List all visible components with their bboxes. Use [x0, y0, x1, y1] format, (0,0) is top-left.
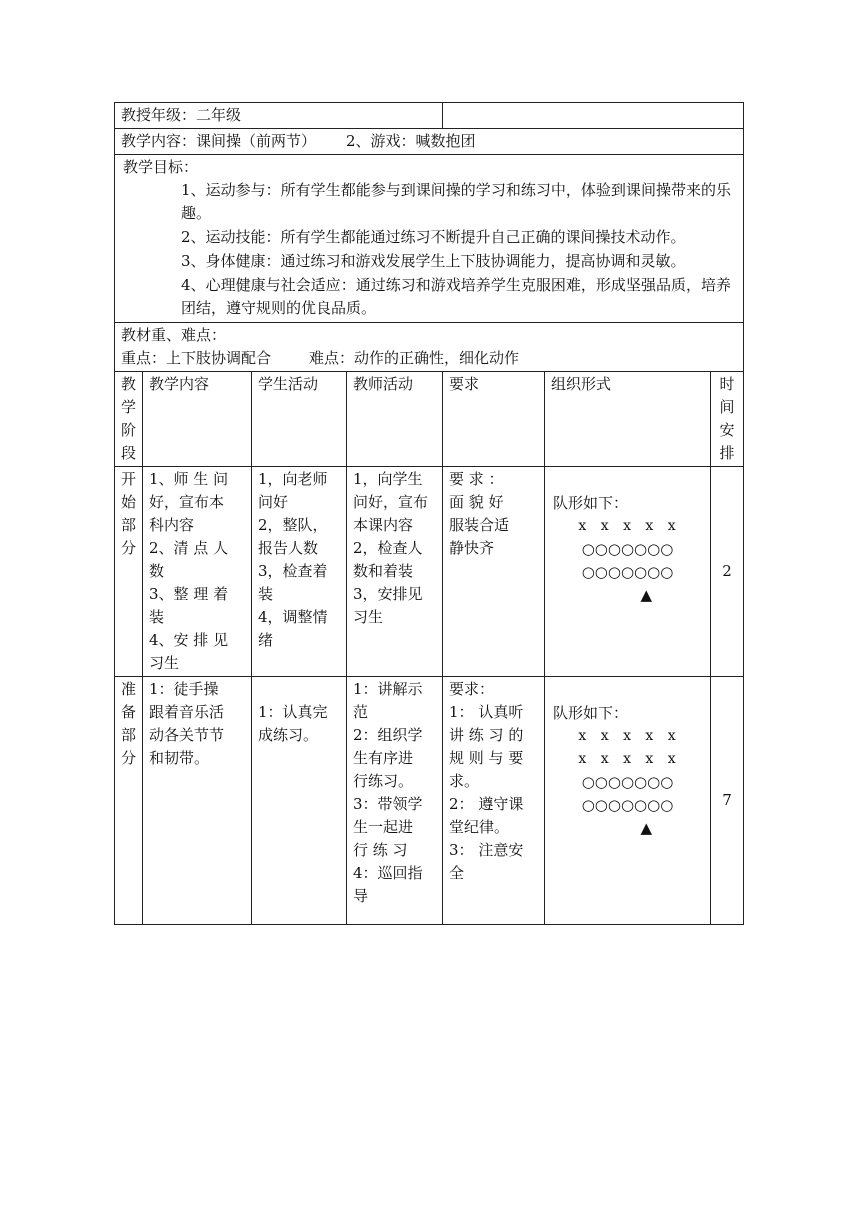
start-student: 1，向老师 问好 2，整队， 报告人数 3，检查着 装 4，调整情 绪 — [252, 467, 347, 677]
formation-x-row: x x x x x — [578, 728, 681, 744]
keypoints-row — [115, 323, 744, 372]
goal-item-1: 1、运动参与：所有学生都能参与到课间操的学习和练习中，体验到课间操带来的乐趣。 — [181, 181, 732, 222]
start-formation — [545, 467, 711, 677]
goals-row — [115, 155, 744, 323]
keypoints-focus: 重点：上下肢协调配合 — [121, 349, 272, 367]
header-teacher: 教师活动 — [347, 372, 443, 467]
stage-start: 开 始 部 分 — [115, 467, 143, 677]
content-label: 教学内容：课间操（前两节） — [121, 132, 317, 150]
keypoints-cell — [115, 323, 744, 372]
prep-formation — [545, 677, 711, 925]
grade-row — [115, 103, 744, 129]
header-time: 时 间 安 排 — [711, 372, 744, 467]
teacher-marker-icon: ▲ — [640, 586, 653, 604]
goal-item-3: 3、身体健康：通过练习和游戏发展学生上下肢协调能力，提高协调和灵敏。 — [181, 252, 686, 270]
content-row — [115, 129, 744, 155]
table-header-row — [115, 372, 744, 467]
content-cell — [115, 129, 744, 155]
header-stage: 教 学 阶 段 — [115, 372, 143, 467]
start-require: 要 求 ： 面 貌 好 服装合适 静快齐 — [443, 467, 545, 677]
prep-teacher: 1：讲解示 范 2：组织学 生有序进 行练习。 3：带领学 生一起进 行 练 习 4：巡回指 导 — [347, 677, 443, 925]
formation-o-row: ○○○○○○○ — [581, 540, 674, 558]
header-content: 教学内容 — [143, 372, 252, 467]
table-row-prep — [115, 677, 744, 925]
formation-x-row: x x x x x — [578, 518, 681, 534]
header-require: 要求 — [443, 372, 545, 467]
header-form: 组织形式 — [545, 372, 711, 467]
goals-title: 教学目标： — [123, 158, 199, 176]
prep-student: 1：认真完 成练习。 — [252, 677, 347, 925]
start-content: 1、师 生 问 好，宣布本 科内容 2、清 点 人 数 3、整 理 着 装 4、安 排 见 习生 — [143, 467, 252, 677]
formation-o-row: ○○○○○○○ — [581, 773, 674, 791]
formation-title: 队形如下： — [553, 704, 629, 722]
keypoints-title: 教材重、难点： — [121, 326, 227, 344]
table-row-start — [115, 467, 744, 677]
grade-label: 教授年级：二年级 — [121, 106, 242, 124]
grade-right-cell — [443, 103, 744, 129]
lesson-plan-table — [114, 102, 744, 925]
lesson-plan-page — [114, 102, 743, 925]
formation-o-row: ○○○○○○○ — [581, 563, 674, 581]
prep-time: 7 — [711, 677, 744, 925]
prep-require: 要求： 1： 认真听 讲 练 习 的 规 则 与 要 求。 2： 遵守课 堂纪律。 3： 注意安 全 — [443, 677, 545, 925]
keypoints-difficulty: 难点：动作的正确性，细化动作 — [309, 349, 520, 367]
grade-cell — [115, 103, 443, 129]
keypoints-line — [121, 347, 737, 370]
prep-content: 1：徒手操 跟着音乐活 动各关节节 和韧带。 — [143, 677, 252, 925]
content-item2: 2、游戏：喊数抱团 — [346, 132, 476, 150]
start-time: 2 — [711, 467, 744, 677]
goals-cell — [115, 155, 744, 323]
formation-x-row: x x x x x — [578, 751, 681, 767]
header-student: 学生活动 — [252, 372, 347, 467]
formation-o-row: ○○○○○○○ — [581, 796, 674, 814]
goal-item-4: 4、心理健康与社会适应：通过练习和游戏培养学生克服困难，形成坚强品质，培养团结，遵守规则的优良品质。 — [181, 276, 732, 317]
formation-title: 队形如下： — [553, 494, 629, 512]
teacher-marker-icon: ▲ — [640, 819, 653, 837]
stage-prep: 准 备 部 分 — [115, 677, 143, 925]
goal-item-2: 2、运动技能：所有学生都能通过练习不断提升自己正确的课间操技术动作。 — [181, 228, 686, 246]
start-teacher: 1，向学生 问好，宣布 本课内容 2，检查人 数和着装 3，安排见 习生 — [347, 467, 443, 677]
